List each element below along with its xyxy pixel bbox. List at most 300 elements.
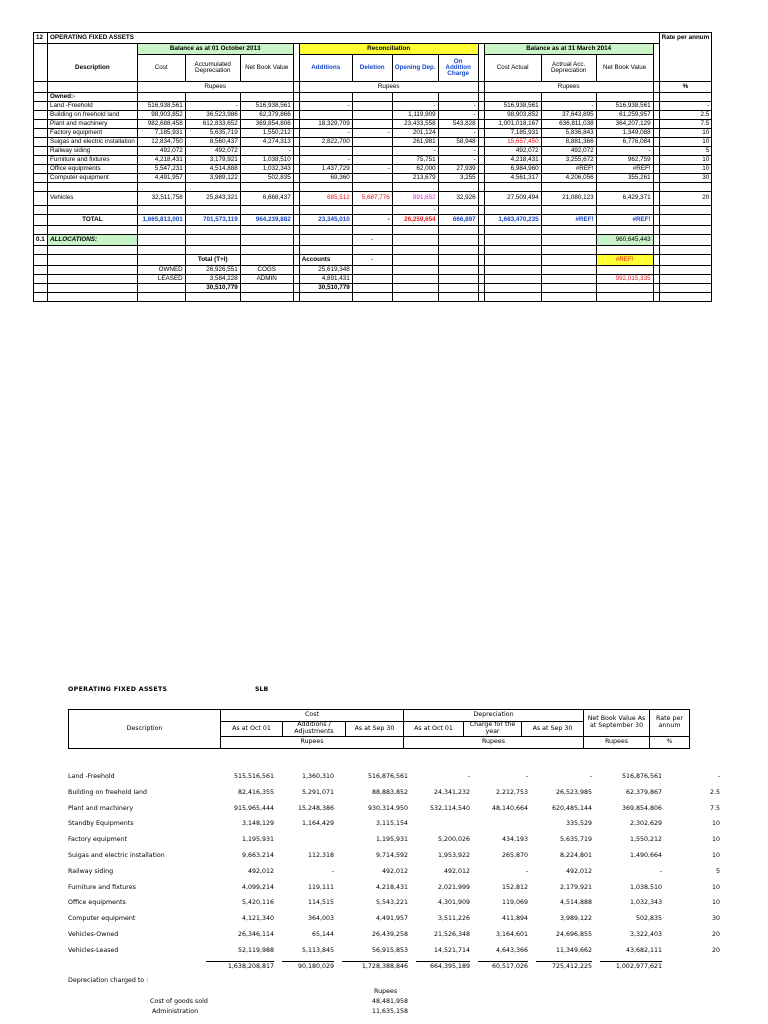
s2-cell-g: -	[589, 773, 592, 780]
alloc-label: ALLOCATIONS:	[48, 235, 138, 246]
summary-leased-accounts: 4,891,431	[299, 275, 352, 284]
s2-cell-c: 930,314,950	[367, 804, 408, 812]
s2-cell-b: 114,515	[307, 899, 334, 907]
s2-cell-b: 5,113,845	[301, 946, 334, 954]
s2-cell-r: 30	[711, 915, 720, 923]
alloc-number: 0.1	[34, 235, 48, 246]
s2-cell-a: 915,965,444	[233, 804, 274, 812]
s2-col-cost: Cost	[221, 710, 404, 722]
asset-cell-c2: 3,179,921	[185, 156, 240, 165]
asset-cell-c8: 98,903,852	[484, 111, 541, 120]
s2-cell-d: Suigas and electric installation	[68, 851, 165, 859]
asset-cell-c2: 5,635,719	[185, 129, 240, 138]
s2-cell-c: 56,915,853	[371, 946, 408, 954]
asset-cell-c9: -	[541, 102, 596, 111]
s2-cell-f: 2,212,753	[495, 788, 528, 796]
vehicles-nbv2: 6,429,371	[596, 192, 653, 206]
alloc-ref: #REF!	[596, 255, 653, 266]
s2-total-h: 1,002,977,621	[615, 962, 662, 970]
asset-row	[34, 129, 712, 138]
s2-cell-e: 24,341,232	[433, 788, 470, 796]
s2-cell-f: -	[525, 773, 528, 780]
s2-cell-d: Building on freehold land	[68, 788, 147, 796]
s2-cell-e: 2,021,999	[437, 883, 470, 891]
s2-cell-h: 502,835	[635, 915, 662, 923]
asset-cell-c6: -	[392, 102, 438, 111]
asset-cell-desc: Furniture and fixtures	[48, 156, 138, 165]
asset-cell-c10: 1,349,088	[596, 129, 653, 138]
asset-cell-c3: 62,379,866	[240, 111, 293, 120]
asset-cell-desc: Factory equipment	[48, 129, 138, 138]
s2-cell-b: 65,144	[311, 930, 334, 938]
asset-cell-c7: 27,939	[438, 165, 478, 174]
asset-cell-desc: Suigas and electric installation	[48, 138, 138, 147]
col-nbv: Net Book Value	[240, 55, 293, 82]
asset-cell-rate: 10	[659, 138, 712, 147]
asset-cell-c5	[352, 147, 392, 156]
asset-row	[34, 138, 712, 147]
asset-cell-c10: 61,259,957	[596, 111, 653, 120]
asset-cell-c5: -	[352, 129, 392, 138]
s2-alloc-value: 11,635,158	[372, 1007, 409, 1015]
summary-leased-code: ADMIN	[240, 275, 293, 284]
s2-cell-r: 10	[711, 820, 720, 828]
asset-cell-c8: 4,561,317	[484, 174, 541, 183]
s2-col-depreciation: Depreciation	[404, 710, 584, 722]
alloc-red-value: 992,015,335	[596, 275, 653, 284]
s2-cell-e: 1,953,922	[437, 851, 470, 859]
s2-cell-d: Furniture and fixtures	[68, 883, 136, 891]
total-label: TOTAL	[48, 215, 138, 226]
s2-cell-g: 8,224,801	[559, 851, 592, 859]
asset-row	[34, 111, 712, 120]
asset-cell-rate: 10	[659, 129, 712, 138]
s2-cell-a: 492,012	[247, 867, 274, 875]
s2-cell-g: 5,635,719	[559, 836, 592, 844]
opening-balance-header: Balance as at 01 October 2013	[137, 44, 293, 55]
s2-col-description: Description	[69, 710, 221, 749]
s2-cell-b: 15,248,386	[297, 804, 334, 812]
asset-row	[34, 165, 712, 174]
asset-cell-c4	[299, 111, 352, 120]
schedule-2-title: OPERATING FIXED ASSETS	[68, 686, 168, 693]
asset-cell-c3: 1,038,510	[240, 156, 293, 165]
s2-cell-g: 4,514,888	[559, 899, 592, 907]
summary-total: 30,510,779	[185, 284, 240, 293]
s2-col-as-at-sep2: As at Sep 30	[522, 722, 584, 737]
asset-cell-c6: 23,433,558	[392, 120, 438, 129]
summary-owned-code: COGS	[240, 266, 293, 275]
asset-cell-c8: 4,218,431	[484, 156, 541, 165]
s2-cell-r: 10	[711, 836, 720, 844]
s2-cell-e: 21,526,348	[433, 930, 470, 938]
s2-cell-f: 411,894	[501, 915, 528, 923]
total-deletion: -	[352, 215, 392, 226]
vehicles-rate: 20	[659, 192, 712, 206]
asset-cell-c6: 75,751	[392, 156, 438, 165]
asset-cell-rate: 2.5	[659, 111, 712, 120]
asset-cell-c1: 98,903,852	[137, 111, 185, 120]
asset-cell-c1: 516,938,561	[137, 102, 185, 111]
asset-cell-c10: 355,261	[596, 174, 653, 183]
total-actual-acc: #REF!	[541, 215, 596, 226]
asset-cell-c3: 369,854,806	[240, 120, 293, 129]
asset-cell-c8: 492,072	[484, 147, 541, 156]
asset-cell-desc: Plant and machinery	[48, 120, 138, 129]
asset-cell-desc: Building on freehold land	[48, 111, 138, 120]
asset-cell-c4: 18,329,709	[299, 120, 352, 129]
s2-col-rate: Rate per annum	[650, 710, 690, 737]
asset-row	[34, 147, 712, 156]
s2-cell-g: 335,529	[565, 820, 592, 828]
asset-cell-c2: 4,514,888	[185, 165, 240, 174]
asset-cell-c6: 1,119,909	[392, 111, 438, 120]
s2-cell-d: Railway siding	[68, 867, 114, 875]
s2-cell-h: 369,854,806	[621, 804, 662, 812]
asset-row	[34, 156, 712, 165]
asset-cell-c4: -	[299, 129, 352, 138]
total-additions: 23,345,010	[299, 215, 352, 226]
reconciliation-header: Reconciliation	[299, 44, 478, 55]
asset-cell-c7: 543,828	[438, 120, 478, 129]
asset-cell-c5	[352, 120, 392, 129]
s2-cell-h: 2,302,629	[629, 820, 662, 828]
asset-cell-c8: 1,001,018,167	[484, 120, 541, 129]
s2-cell-d: Factory equipment	[68, 836, 128, 844]
s2-cell-d: Computer equipment	[68, 915, 136, 923]
s2-cell-g: 3,989,122	[559, 915, 592, 923]
asset-cell-c3: 502,835	[240, 174, 293, 183]
s2-cell-h: 62,379,867	[625, 788, 662, 796]
s2-cell-g: 26,523,985	[555, 788, 592, 796]
section-title: OPERATING FIXED ASSETS	[48, 33, 300, 44]
vehicles-cost-actual: 27,509,494	[484, 192, 541, 206]
total-acc: 701,573,119	[185, 215, 240, 226]
s2-col-as-at-sep: As at Sep 30	[346, 722, 404, 737]
s2-cell-b: 119,111	[307, 883, 334, 891]
s2-cell-a: 1,195,931	[241, 836, 274, 844]
asset-cell-c3: -	[240, 147, 293, 156]
summary-leased-value: 3,584,228	[185, 275, 240, 284]
asset-cell-rate: 30	[659, 174, 712, 183]
asset-cell-c8: 516,938,561	[484, 102, 541, 111]
summary-leased-label: LEASED	[137, 275, 185, 284]
asset-cell-c3: 1,550,212	[240, 129, 293, 138]
s2-cell-r: 10	[711, 899, 720, 907]
s2-cell-b: 1,164,429	[301, 820, 334, 828]
s2-cell-a: 4,099,214	[241, 883, 274, 891]
summary-owned-accounts: 25,619,348	[299, 266, 352, 275]
asset-cell-desc: Computer equipment	[48, 174, 138, 183]
asset-cell-c4: 1,437,729	[299, 165, 352, 174]
s2-cell-d: Land -Freehold	[68, 773, 115, 780]
asset-cell-c8: 6,984,960	[484, 165, 541, 174]
total-nbv: 964,239,882	[240, 215, 293, 226]
col-opening-dep: Opening Dep.	[392, 55, 438, 82]
s2-cell-f: 3,164,601	[495, 930, 528, 938]
s2-cell-h: 516,876,561	[621, 773, 662, 780]
asset-cell-c4: -	[299, 156, 352, 165]
asset-cell-c1: 5,547,231	[137, 165, 185, 174]
asset-cell-c7: -	[438, 147, 478, 156]
s2-cell-c: 26,439,258	[371, 930, 408, 938]
asset-cell-c10: 6,776,084	[596, 138, 653, 147]
total-cost-actual: 1,683,470,235	[484, 215, 541, 226]
s2-cell-e: 532,114,540	[429, 804, 470, 812]
s2-cell-c: 3,115,154	[375, 820, 408, 828]
s2-cell-h: 3,322,403	[629, 930, 662, 938]
vehicles-acc: 25,843,321	[185, 192, 240, 206]
fixed-assets-sheet	[33, 32, 712, 302]
s2-cell-c: 4,218,431	[375, 883, 408, 891]
asset-cell-c10: 516,938,561	[596, 102, 653, 111]
alloc-dash: -	[352, 235, 392, 246]
s2-dep-label: Depreciation charged to :	[68, 976, 149, 984]
unit-rupees-3: Rupees	[484, 82, 653, 93]
asset-row	[34, 174, 712, 183]
asset-cell-c9: 5,836,843	[541, 129, 596, 138]
s2-total-a: 1,638,208,817	[227, 962, 274, 970]
asset-cell-c10: #REF!	[596, 165, 653, 174]
s2-total-c: 1,728,388,846	[361, 962, 408, 970]
asset-cell-c3: 1,032,343	[240, 165, 293, 174]
s2-cell-c: 4,491,957	[375, 915, 408, 923]
asset-cell-c4	[299, 147, 352, 156]
asset-cell-c1: 12,834,750	[137, 138, 185, 147]
asset-cell-c6: 62,000	[392, 165, 438, 174]
s2-rupees-3: Rupees	[584, 736, 650, 748]
s2-cell-f: -	[525, 867, 528, 875]
s2-cell-h: 1,490,664	[629, 851, 662, 859]
s2-cell-f: 119,069	[501, 899, 528, 907]
asset-cell-c9: 37,643,895	[541, 111, 596, 120]
s2-cell-b: 5,291,071	[301, 788, 334, 796]
s2-cell-h: 1,550,212	[629, 836, 662, 844]
asset-cell-desc: Office equipments	[48, 165, 138, 174]
asset-cell-c7: -	[438, 111, 478, 120]
asset-cell-c6: -	[392, 147, 438, 156]
vehicles-actual-acc: 21,080,123	[541, 192, 596, 206]
s2-alloc-label: Cost of goods sold	[150, 997, 208, 1005]
s2-cell-a: 26,346,114	[237, 930, 274, 938]
asset-cell-rate: -	[659, 102, 712, 111]
asset-cell-c5	[352, 156, 392, 165]
s2-cell-e: 3,511,226	[437, 915, 470, 923]
summary-accounts-total: 30,510,779	[299, 284, 352, 293]
summary-accounts-header: Accounts	[299, 255, 352, 266]
s2-cell-c: 492,012	[381, 867, 408, 875]
section-number: 12	[34, 33, 48, 44]
vehicles-opening-dep: 891,652	[392, 192, 438, 206]
s2-cell-f: 48,140,664	[491, 804, 528, 812]
s2-cell-g: 24,696,855	[555, 930, 592, 938]
s2-cell-f: 4,643,366	[495, 946, 528, 954]
asset-cell-c4: 69,360	[299, 174, 352, 183]
s2-total-g: 725,412,225	[551, 962, 592, 970]
s2-cell-g: 11,349,662	[555, 946, 592, 954]
s2-rupees-1: Rupees	[221, 736, 404, 748]
asset-cell-c2: 612,833,652	[185, 120, 240, 129]
col-on-addition: On Addition Charge	[438, 55, 478, 82]
asset-cell-c9: 3,255,672	[541, 156, 596, 165]
s2-cell-f: 152,812	[501, 883, 528, 891]
s2-total-b: 90,180,029	[297, 962, 334, 970]
asset-cell-rate: 10	[659, 165, 712, 174]
asset-cell-rate: 10	[659, 156, 712, 165]
asset-cell-c1: 492,072	[137, 147, 185, 156]
asset-cell-c10: 364,207,129	[596, 120, 653, 129]
s2-cell-d: Vehicles-Leased	[68, 946, 119, 954]
asset-cell-c7: -	[438, 156, 478, 165]
s2-cell-g: 2,179,921	[559, 883, 592, 891]
unit-rupees-2: Rupees	[299, 82, 478, 93]
s2-cell-c: 88,883,852	[371, 788, 408, 796]
asset-cell-c6: 261,981	[392, 138, 438, 147]
closing-balance-header: Balance as at 31 March 2014	[484, 44, 653, 55]
col-actual-acc: Actrual Acc. Depreciation	[541, 55, 596, 82]
s2-cell-b: 112,318	[307, 851, 334, 859]
asset-cell-c9: 4,206,056	[541, 174, 596, 183]
asset-cell-c2: 36,523,986	[185, 111, 240, 120]
total-on-addition: 666,897	[438, 215, 478, 226]
col-deletion: Deletion	[352, 55, 392, 82]
asset-cell-c4: 2,822,700	[299, 138, 352, 147]
s2-percent: %	[650, 736, 690, 748]
col-cost: Cost	[137, 55, 185, 82]
summary-total-header: Total (T+I)	[185, 255, 240, 266]
s2-cell-b: 364,003	[307, 915, 334, 923]
asset-cell-c3: 516,938,561	[240, 102, 293, 111]
s2-col-additions: Additions / Adjustments	[283, 722, 346, 737]
asset-cell-c7: -	[438, 129, 478, 138]
s2-cell-c: 1,195,931	[375, 836, 408, 844]
s2-total-e: 664,395,189	[429, 962, 470, 970]
rate-header: Rate per annum	[659, 33, 712, 44]
dash-1: -	[392, 206, 438, 215]
asset-cell-c8: 7,185,931	[484, 129, 541, 138]
asset-cell-c5	[352, 174, 392, 183]
asset-cell-c1: 4,218,431	[137, 156, 185, 165]
s2-cell-a: 4,121,340	[241, 915, 274, 923]
asset-cell-c2: -	[185, 102, 240, 111]
s2-cell-c: 5,543,221	[375, 899, 408, 907]
schedule-2-sl: SLB	[255, 686, 269, 693]
total-cost: 1,665,813,001	[137, 215, 185, 226]
s2-cell-r: -	[717, 773, 720, 780]
summary-dash: -	[352, 255, 392, 266]
s2-cell-e: -	[467, 773, 470, 780]
s2-cell-d: Plant and machinery	[68, 804, 134, 812]
vehicles-additions: 685,512	[299, 192, 352, 206]
vehicles-deletion: 5,687,776	[352, 192, 392, 206]
s2-cell-e: 14,521,714	[433, 946, 470, 954]
asset-cell-c9: 8,881,366	[541, 138, 596, 147]
s2-cell-e: 492,012	[443, 867, 470, 875]
asset-cell-c5	[352, 102, 392, 111]
asset-cell-c5: -	[352, 165, 392, 174]
asset-cell-desc: Railway siding	[48, 147, 138, 156]
s2-cell-d: Standby Equipments	[68, 820, 134, 828]
s2-col-as-at-oct2: As at Oct 01	[404, 722, 464, 737]
s2-cell-r: 2.5	[709, 788, 720, 796]
s2-total-f: 60,517,026	[491, 962, 528, 970]
asset-cell-c5	[352, 138, 392, 147]
s2-cell-f: 265,870	[501, 851, 528, 859]
vehicles-cost: 32,511,758	[137, 192, 185, 206]
total-nbv2: #REF!	[596, 215, 653, 226]
schedule-2-header	[68, 709, 690, 749]
s2-cell-e: 4,301,909	[437, 899, 470, 907]
asset-cell-c4: -	[299, 102, 352, 111]
s2-cell-r: 5	[715, 867, 720, 875]
s2-cell-r: 20	[711, 930, 720, 938]
s2-cell-a: 3,148,129	[241, 820, 274, 828]
vehicles-label: Vehicles	[48, 192, 138, 206]
summary-owned-label: OWNED	[137, 266, 185, 275]
s2-cell-b: 1,360,310	[301, 773, 334, 780]
s2-cell-a: 52,119,988	[237, 946, 274, 954]
asset-cell-c8: 15,657,450	[484, 138, 541, 147]
unit-percent: %	[659, 82, 712, 93]
total-opening-dep: 26,259,654	[392, 215, 438, 226]
asset-cell-c9: 636,811,038	[541, 120, 596, 129]
asset-cell-c5	[352, 111, 392, 120]
asset-cell-c7: 58,948	[438, 138, 478, 147]
asset-cell-c1: 7,185,931	[137, 129, 185, 138]
s2-alloc-value: 48,481,958	[372, 997, 409, 1005]
s2-col-charge: Charge for the year	[464, 722, 522, 737]
col-description: Description	[48, 55, 138, 82]
asset-cell-c6: 201,124	[392, 129, 438, 138]
col-cost-actual: Cost Actual	[484, 55, 541, 82]
asset-cell-c10: -	[596, 147, 653, 156]
alloc-value: 960,645,443	[596, 235, 653, 246]
s2-col-as-at-oct: As at Oct 01	[221, 722, 283, 737]
asset-cell-c1: 4,491,957	[137, 174, 185, 183]
s2-cell-r: 10	[711, 851, 720, 859]
vehicles-on-addition: 32,926	[438, 192, 478, 206]
asset-cell-c7: -	[438, 102, 478, 111]
asset-cell-c2: 3,989,122	[185, 174, 240, 183]
s2-cell-e: 5,200,026	[437, 836, 470, 844]
vehicles-nbv: 6,668,437	[240, 192, 293, 206]
owned-label: Owned:-	[48, 93, 138, 102]
asset-cell-c9: #REF!	[541, 165, 596, 174]
s2-cell-g: 620,485,144	[551, 804, 592, 812]
asset-cell-c7: 3,255	[438, 174, 478, 183]
col-additions: Additions	[299, 55, 352, 82]
s2-cell-b: -	[331, 867, 334, 875]
asset-cell-c2: 492,072	[185, 147, 240, 156]
s2-cell-r: 20	[711, 946, 720, 954]
asset-cell-c9: 492,072	[541, 147, 596, 156]
asset-cell-rate: 5	[659, 147, 712, 156]
asset-cell-c3: 4,274,313	[240, 138, 293, 147]
s2-alloc-rupees: Rupees	[374, 987, 398, 995]
col-nbv2: Net Book Value	[596, 55, 653, 82]
s2-cell-d: Office equipments	[68, 899, 126, 907]
s2-cell-d: Vehicles-Owned	[68, 930, 119, 938]
col-accumulated: Accumulated Depreciation	[185, 55, 240, 82]
s2-cell-a: 515,516,561	[233, 773, 274, 780]
asset-cell-c10: 962,759	[596, 156, 653, 165]
s2-col-nbv: Net Book Value As at September 30	[584, 710, 650, 737]
asset-row	[34, 120, 712, 129]
s2-cell-g: 492,012	[565, 867, 592, 875]
summary-owned-value: 26,926,551	[185, 266, 240, 275]
s2-cell-r: 10	[711, 883, 720, 891]
s2-rupees-2: Rupees	[404, 736, 584, 748]
